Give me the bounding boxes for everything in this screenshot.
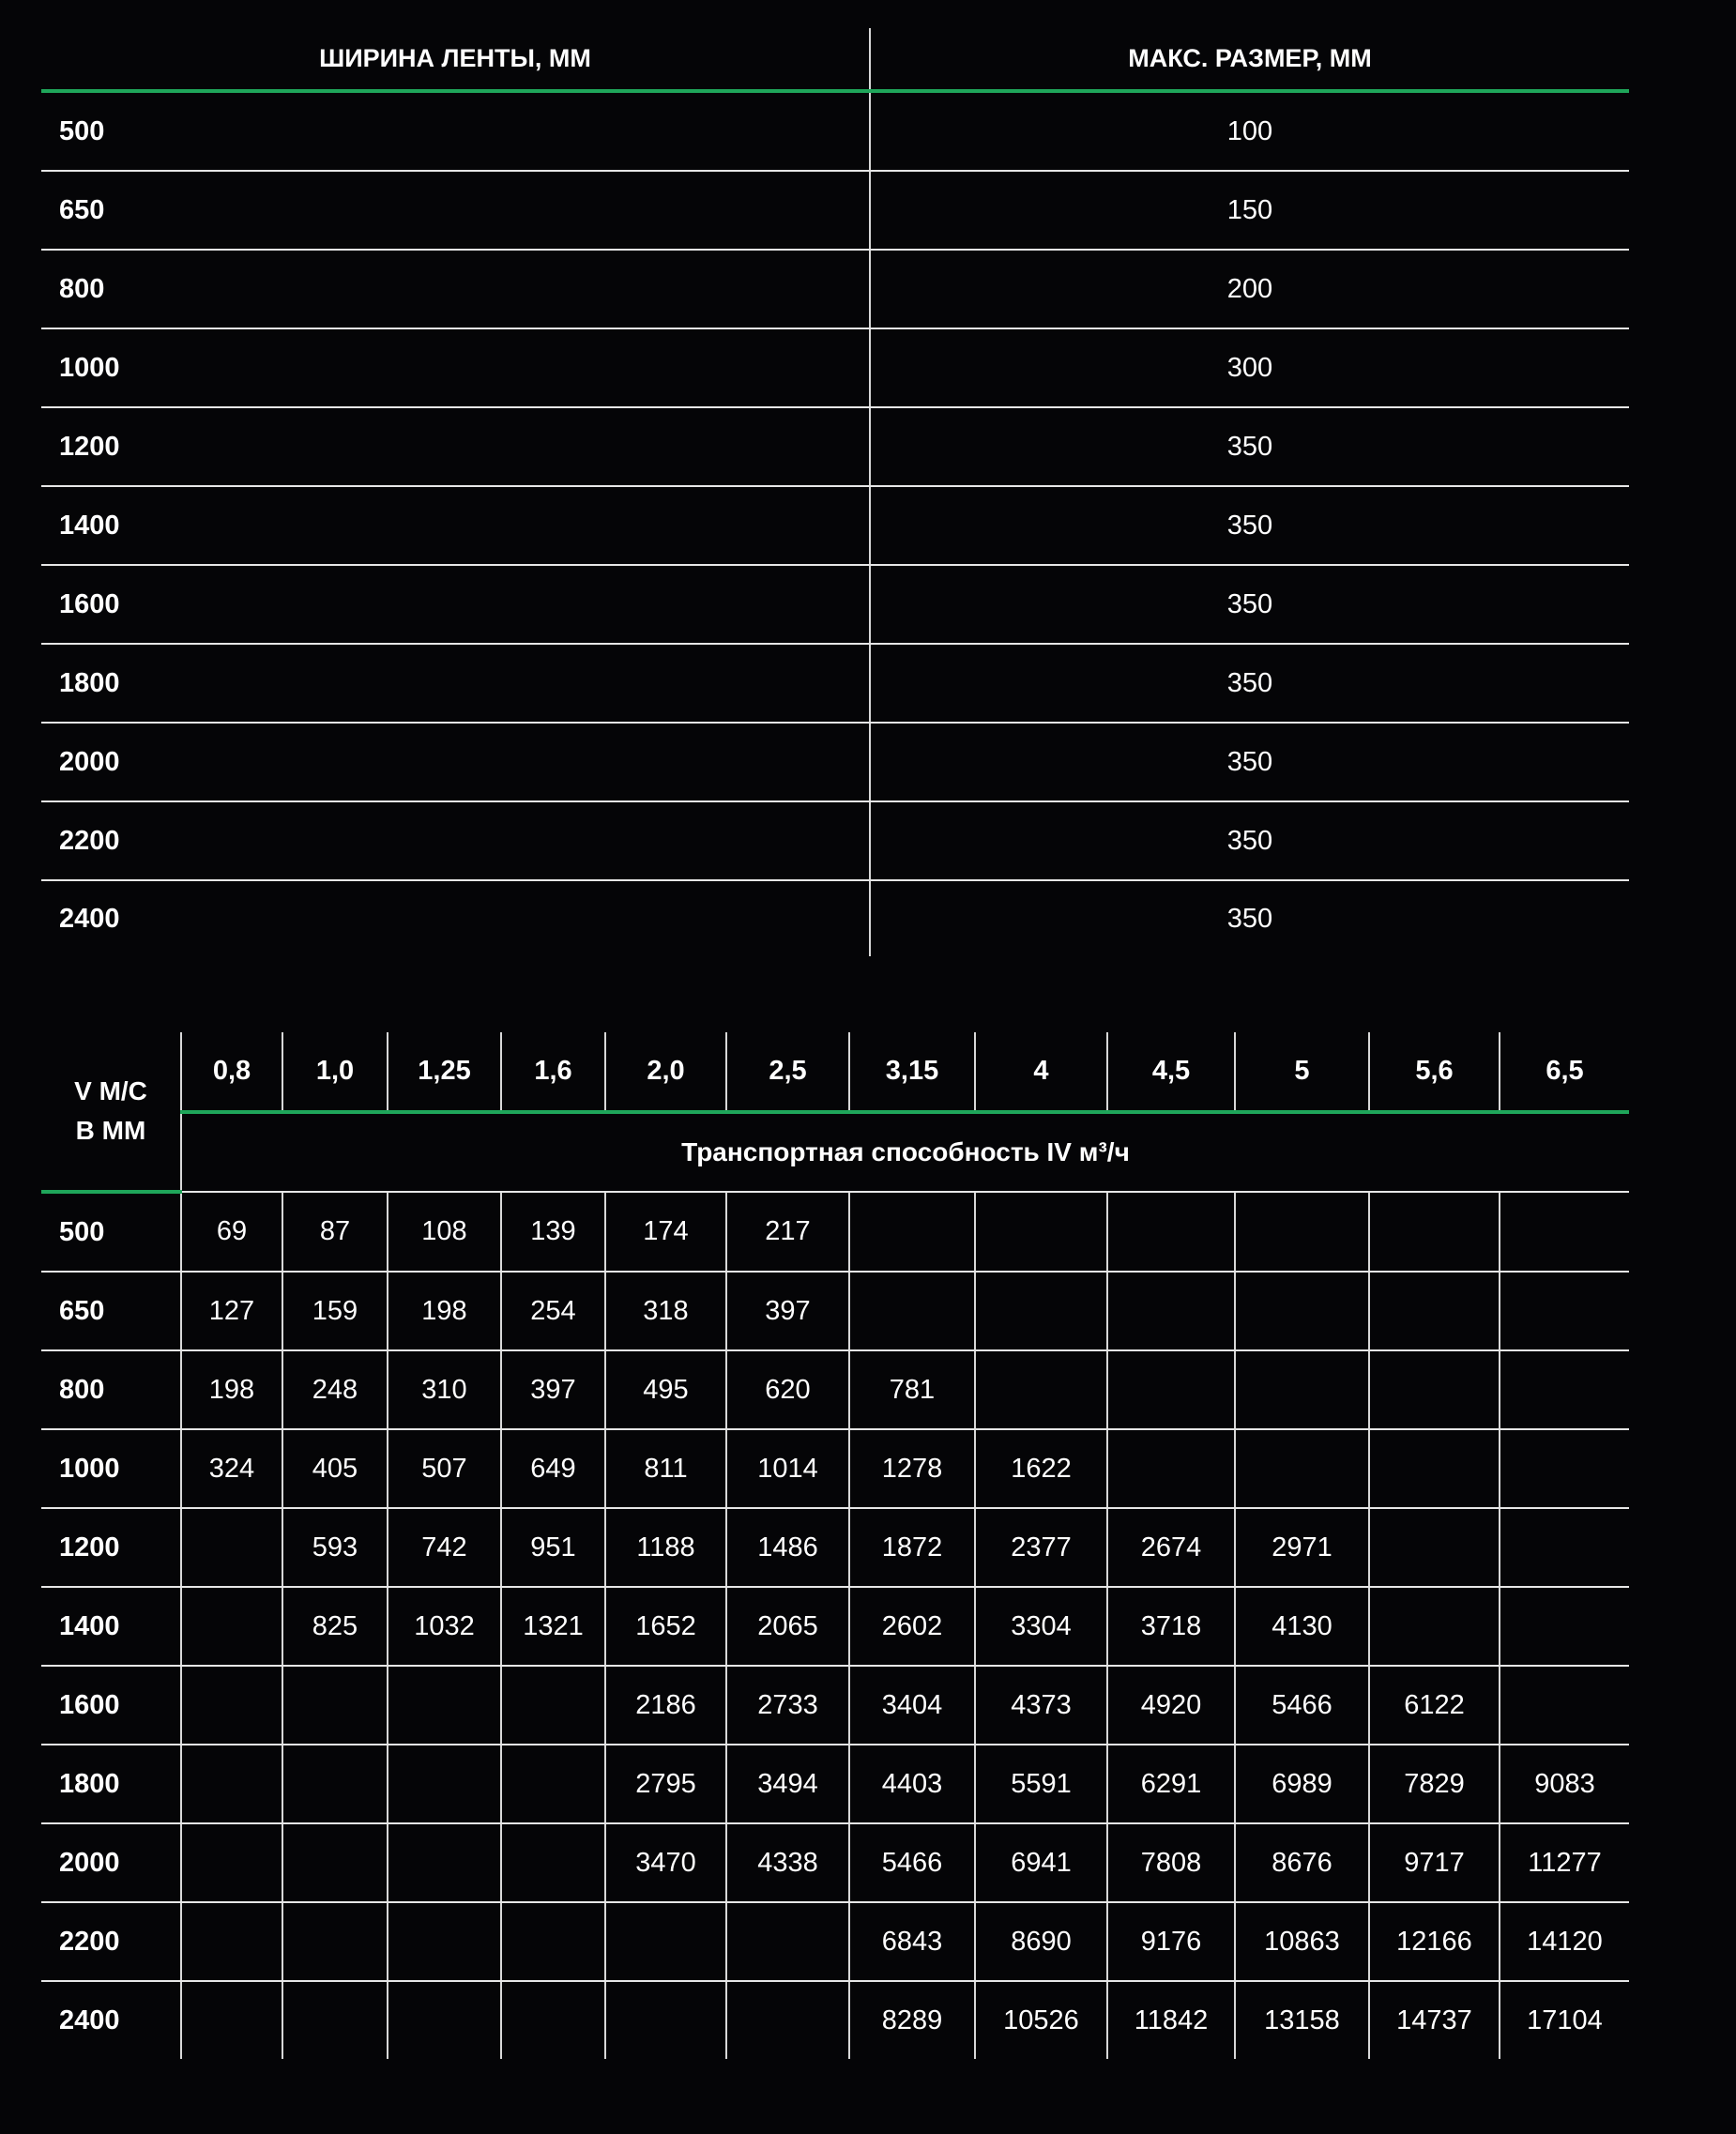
belt-width-cell: 1400: [41, 1587, 181, 1666]
capacity-cell: 217: [726, 1192, 849, 1272]
capacity-cell: 2377: [975, 1508, 1107, 1587]
table-row: [41, 486, 1629, 565]
capacity-cell: 11277: [1500, 1823, 1629, 1902]
capacity-cell: 6122: [1369, 1666, 1500, 1745]
capacity-cell: 9717: [1369, 1823, 1500, 1902]
capacity-cell: 9176: [1107, 1902, 1235, 1981]
capacity-cell: [1500, 1192, 1629, 1272]
capacity-cell: 7808: [1107, 1823, 1235, 1902]
capacity-cell: [1235, 1350, 1369, 1429]
belt-width-cell: 1600: [41, 565, 870, 644]
max-size-cell: 350: [1226, 903, 1273, 934]
speed-width-corner-label: [41, 1032, 181, 1192]
max-size-cell: 350: [870, 723, 1629, 801]
table-row: [41, 1272, 1629, 1350]
capacity-cell: 1032: [388, 1587, 501, 1666]
belt-width-cell: 2200: [41, 1902, 181, 1981]
capacity-cell: [726, 1902, 849, 1981]
belt-width-cell: 1600: [41, 1666, 181, 1745]
capacity-cell: [1369, 1272, 1500, 1350]
belt-width-cell: 2400: [41, 1981, 181, 2059]
capacity-cell: [282, 1902, 388, 1981]
capacity-cell: 139: [501, 1192, 605, 1272]
table-header-row: [41, 28, 1629, 91]
capacity-cell: 14120: [1500, 1902, 1629, 1981]
speed-header-cell: 1,6: [501, 1032, 605, 1112]
capacity-cell: [849, 1272, 975, 1350]
capacity-cell: [1500, 1508, 1629, 1587]
capacity-cell: 6989: [1235, 1745, 1369, 1823]
capacity-cell: [501, 1902, 605, 1981]
table-row: [41, 1192, 1629, 1272]
capacity-cell: 318: [605, 1272, 726, 1350]
max-size-cell: 350: [870, 486, 1629, 565]
speed-header-cell: 4: [975, 1032, 1107, 1112]
belt-width-max-size-table: [41, 28, 1629, 956]
capacity-cell: 649: [501, 1429, 605, 1508]
capacity-cell: 1188: [605, 1508, 726, 1587]
capacity-cell: 405: [282, 1429, 388, 1508]
capacity-cell: [605, 1981, 726, 2059]
capacity-cell: [849, 1192, 975, 1272]
table-row: [41, 328, 1629, 407]
capacity-cell: 593: [282, 1508, 388, 1587]
capacity-cell: 198: [181, 1350, 282, 1429]
capacity-cell: 198: [388, 1272, 501, 1350]
capacity-cell: 2186: [605, 1666, 726, 1745]
capacity-cell: 5466: [1235, 1666, 1369, 1745]
capacity-cell: [1369, 1350, 1500, 1429]
capacity-cell: [1107, 1429, 1235, 1508]
capacity-cell: [975, 1350, 1107, 1429]
belt-width-cell: 1400: [41, 486, 870, 565]
capacity-cell: 825: [282, 1587, 388, 1666]
capacity-cell: [282, 1823, 388, 1902]
capacity-cell: [1369, 1192, 1500, 1272]
capacity-cell: 397: [726, 1272, 849, 1350]
capacity-cell: 6941: [975, 1823, 1107, 1902]
speed-header-row: [41, 1032, 1629, 1112]
corner-width-label: В ММ: [75, 1116, 146, 1145]
capacity-cell: [1235, 1192, 1369, 1272]
capacity-cell: [501, 1666, 605, 1745]
max-size-cell: 350: [870, 565, 1629, 644]
capacity-cell: [1500, 1272, 1629, 1350]
table-row: [41, 1508, 1629, 1587]
table-row: [41, 723, 1629, 801]
capacity-cell: 4338: [726, 1823, 849, 1902]
table-row: [41, 644, 1629, 723]
corner-speed-label: V М/С: [74, 1076, 147, 1105]
speed-header-cell: 4,5: [1107, 1032, 1235, 1112]
max-size-cell: 350: [870, 801, 1629, 880]
capacity-cell: [388, 1902, 501, 1981]
table-row: [41, 1745, 1629, 1823]
table-row: [41, 1666, 1629, 1745]
capacity-cell: [726, 1981, 849, 2059]
capacity-cell: 2971: [1235, 1508, 1369, 1587]
capacity-cell: 4403: [849, 1745, 975, 1823]
capacity-caption: Транспортная способность IV м³/ч: [181, 1112, 1629, 1192]
capacity-cell: [1500, 1350, 1629, 1429]
capacity-cell: 10863: [1235, 1902, 1369, 1981]
capacity-cell: [181, 1745, 282, 1823]
capacity-cell: [1369, 1587, 1500, 1666]
speed-header-cell: 5,6: [1369, 1032, 1500, 1112]
capacity-cell: 3404: [849, 1666, 975, 1745]
speed-header-cell: 1,0: [282, 1032, 388, 1112]
speed-header-cell: 2,5: [726, 1032, 849, 1112]
belt-width-cell: 1800: [41, 644, 870, 723]
capacity-cell: 2674: [1107, 1508, 1235, 1587]
table-row: [41, 1350, 1629, 1429]
table-row: [41, 171, 1629, 250]
belt-width-cell: 1200: [41, 1508, 181, 1587]
capacity-cell: [1369, 1508, 1500, 1587]
belt-width-cell: 650: [41, 171, 870, 250]
capacity-cell: 2795: [605, 1745, 726, 1823]
capacity-cell: 127: [181, 1272, 282, 1350]
capacity-cell: [181, 1666, 282, 1745]
capacity-cell: 17104: [1527, 2004, 1603, 2035]
belt-width-cell: 2000: [41, 1823, 181, 1902]
speed-header-cell: 6,5: [1500, 1032, 1629, 1112]
capacity-cell: 14737: [1369, 1981, 1500, 2059]
capacity-cell: 1278: [849, 1429, 975, 1508]
table-row: [41, 1587, 1629, 1666]
capacity-cell: 742: [388, 1508, 501, 1587]
capacity-cell: 12166: [1369, 1902, 1500, 1981]
speed-header-cell: 0,8: [181, 1032, 282, 1112]
capacity-cell: 159: [282, 1272, 388, 1350]
speed-header-cell: 2,0: [605, 1032, 726, 1112]
capacity-cell: [181, 1981, 282, 2059]
capacity-cell: [388, 1981, 501, 2059]
belt-width-cell: 1200: [41, 407, 870, 486]
capacity-cell: [501, 1981, 605, 2059]
capacity-cell: 1872: [849, 1508, 975, 1587]
capacity-cell: 5591: [975, 1745, 1107, 1823]
table-row: [41, 407, 1629, 486]
max-size-cell: 200: [870, 250, 1629, 328]
capacity-cell: 254: [501, 1272, 605, 1350]
capacity-cell: 11842: [1107, 1981, 1235, 2059]
belt-width-cell: 1000: [41, 328, 870, 407]
capacity-cell: 2733: [726, 1666, 849, 1745]
belt-width-cell: 2000: [41, 723, 870, 801]
table-row: [41, 250, 1629, 328]
transport-capacity-table: [41, 1032, 1629, 2059]
capacity-cell: [181, 1823, 282, 1902]
capacity-cell: 4130: [1235, 1587, 1369, 1666]
capacity-cell: 1321: [501, 1587, 605, 1666]
capacity-cell: 397: [501, 1350, 605, 1429]
capacity-cell: 6843: [849, 1902, 975, 1981]
capacity-cell: 1622: [975, 1429, 1107, 1508]
capacity-cell: 87: [282, 1192, 388, 1272]
capacity-cell: 3470: [605, 1823, 726, 1902]
max-size-cell: 150: [870, 171, 1629, 250]
speed-header-cell: 1,25: [388, 1032, 501, 1112]
table-row: [41, 880, 1629, 956]
belt-width-cell: 500: [41, 1192, 181, 1272]
capacity-cell: 620: [726, 1350, 849, 1429]
table-row: [41, 1823, 1629, 1902]
capacity-cell: [181, 1508, 282, 1587]
capacity-cell: 7829: [1369, 1745, 1500, 1823]
capacity-cell: 10526: [975, 1981, 1107, 2059]
capacity-cell: 507: [388, 1429, 501, 1508]
capacity-cell: 951: [501, 1508, 605, 1587]
max-size-cell: 350: [870, 644, 1629, 723]
capacity-cell: 6291: [1107, 1745, 1235, 1823]
capacity-cell: [282, 1666, 388, 1745]
capacity-cell: [605, 1902, 726, 1981]
capacity-cell: [501, 1745, 605, 1823]
speed-header-cell: 3,15: [849, 1032, 975, 1112]
belt-width-header: ШИРИНА ЛЕНТЫ, ММ: [41, 28, 870, 91]
table-row: [41, 1902, 1629, 1981]
capacity-cell: [975, 1272, 1107, 1350]
max-size-cell: 300: [870, 328, 1629, 407]
max-size-cell: 350: [870, 407, 1629, 486]
capacity-cell: [1500, 1587, 1629, 1666]
capacity-cell: 1486: [726, 1508, 849, 1587]
max-size-header: МАКС. РАЗМЕР, ММ: [870, 28, 1629, 91]
capacity-cell: [181, 1902, 282, 1981]
caption-row: [41, 1112, 1629, 1192]
belt-width-cell: 1000: [41, 1429, 181, 1508]
capacity-cell: [388, 1745, 501, 1823]
capacity-cell: 9083: [1500, 1745, 1629, 1823]
capacity-cell: [388, 1666, 501, 1745]
capacity-cell: 69: [181, 1192, 282, 1272]
capacity-cell: 1014: [726, 1429, 849, 1508]
capacity-cell: 1652: [605, 1587, 726, 1666]
capacity-cell: [1369, 1429, 1500, 1508]
belt-width-cell: 650: [41, 1272, 181, 1350]
capacity-cell: 811: [605, 1429, 726, 1508]
belt-width-cell: 2200: [41, 801, 870, 880]
capacity-cell: 3304: [975, 1587, 1107, 1666]
capacity-cell: [1235, 1429, 1369, 1508]
capacity-cell: 13158: [1235, 1981, 1369, 2059]
belt-width-cell: 2400: [41, 880, 870, 956]
capacity-cell: 174: [605, 1192, 726, 1272]
capacity-cell: [181, 1587, 282, 1666]
max-size-cell: 100: [870, 91, 1629, 171]
table-row: [41, 91, 1629, 171]
capacity-cell: [388, 1823, 501, 1902]
capacity-cell: 3718: [1107, 1587, 1235, 1666]
capacity-cell: 8676: [1235, 1823, 1369, 1902]
capacity-cell: 8289: [849, 1981, 975, 2059]
capacity-cell: 2065: [726, 1587, 849, 1666]
capacity-cell: [1235, 1272, 1369, 1350]
capacity-cell: 4373: [975, 1666, 1107, 1745]
belt-width-cell: 800: [41, 1350, 181, 1429]
capacity-cell: 324: [181, 1429, 282, 1508]
capacity-cell: [282, 1981, 388, 2059]
table-row: [41, 1981, 1629, 2059]
table-row: [41, 1429, 1629, 1508]
capacity-cell: [501, 1823, 605, 1902]
belt-width-cell: 800: [41, 250, 870, 328]
speed-header-cell: 5: [1235, 1032, 1369, 1112]
belt-width-cell: 500: [41, 91, 870, 171]
capacity-cell: 781: [849, 1350, 975, 1429]
capacity-cell: 108: [388, 1192, 501, 1272]
capacity-cell: 3494: [726, 1745, 849, 1823]
capacity-cell: 8690: [975, 1902, 1107, 1981]
capacity-cell: [1107, 1272, 1235, 1350]
capacity-cell: 248: [282, 1350, 388, 1429]
capacity-cell: 4920: [1107, 1666, 1235, 1745]
capacity-cell: [282, 1745, 388, 1823]
capacity-cell: 5466: [849, 1823, 975, 1902]
capacity-cell: [1107, 1192, 1235, 1272]
table-row: [41, 565, 1629, 644]
capacity-cell: [1500, 1666, 1629, 1745]
capacity-cell: 495: [605, 1350, 726, 1429]
capacity-cell: 2602: [849, 1587, 975, 1666]
capacity-cell: 310: [388, 1350, 501, 1429]
capacity-cell: [1107, 1350, 1235, 1429]
capacity-cell: [975, 1192, 1107, 1272]
table-row: [41, 801, 1629, 880]
belt-width-cell: 1800: [41, 1745, 181, 1823]
capacity-cell: [1500, 1429, 1629, 1508]
